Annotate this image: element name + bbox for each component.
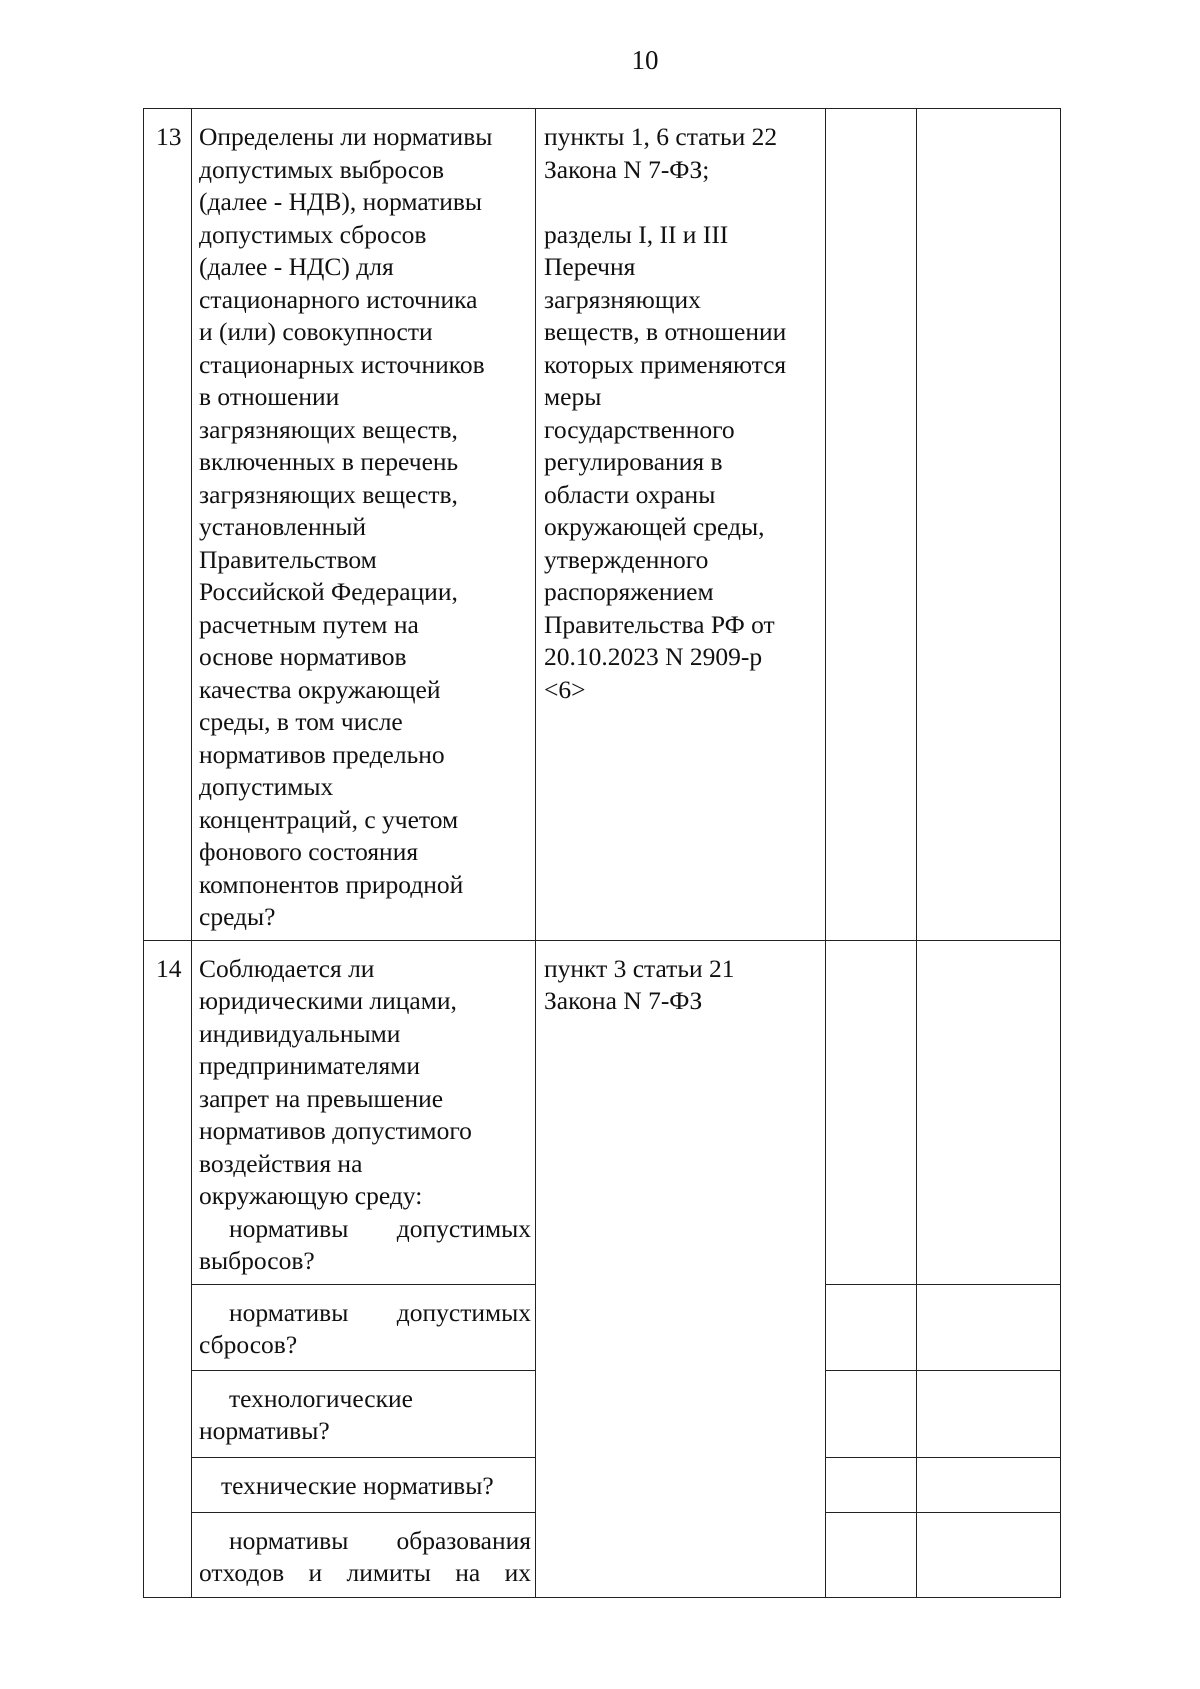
sub-item-line: нормативы образования xyxy=(229,1525,531,1555)
reference-line: пункты 1, 6 статьи 22 xyxy=(544,122,778,151)
reference-line: распоряжением xyxy=(544,577,714,606)
question-line: концентраций, с учетом xyxy=(199,804,459,834)
reference-line: которых применяются xyxy=(544,349,787,379)
reference-cell xyxy=(536,940,826,1597)
question-line: компонентов природной xyxy=(199,869,464,899)
question-line: фонового состояния xyxy=(199,837,419,866)
reference-line: области охраны xyxy=(544,479,716,509)
reference-line: Закона N 7-ФЗ; xyxy=(544,154,710,184)
reference-line: 20.10.2023 N 2909-р xyxy=(544,642,763,671)
question-cell xyxy=(192,109,536,941)
sub-item-line: нормативы допустимых xyxy=(229,1297,531,1327)
page-number-text: 10 xyxy=(631,45,659,75)
question-line: в отношении xyxy=(199,382,340,411)
question-line: запрет на превышение xyxy=(199,1083,444,1113)
reference-line: Перечня xyxy=(544,252,636,281)
question-line: Определены ли нормативы xyxy=(199,122,493,151)
question-cell xyxy=(192,940,536,1284)
answer-cell[interactable] xyxy=(826,109,917,941)
sub-item-line: нормативы? xyxy=(199,1416,330,1445)
question-line: Российской Федерации, xyxy=(199,577,458,606)
reference-line: регулирования в xyxy=(544,447,723,476)
question-line: юридическими лицами, xyxy=(199,986,457,1015)
reference-line: пункт 3 статьи 21 xyxy=(544,953,735,983)
question-line: окружающую среду: xyxy=(199,1181,423,1210)
question-line: установленный xyxy=(199,512,367,541)
question-line: Правительством xyxy=(199,544,377,574)
question-line: индивидуальными xyxy=(199,1018,401,1048)
question-line: Соблюдается ли xyxy=(199,953,375,983)
question-line: нормативов предельно xyxy=(199,739,445,769)
table-row-13 xyxy=(144,109,1061,941)
reference-line: окружающей среды, xyxy=(544,512,765,541)
reference-line: загрязняющих xyxy=(544,284,701,314)
sub-item-line: технологические xyxy=(229,1383,413,1413)
answer-cell[interactable] xyxy=(826,1457,917,1512)
question-line: загрязняющих веществ, xyxy=(199,479,458,509)
notes-cell[interactable] xyxy=(917,1512,1061,1597)
reference-line: Правительства РФ от xyxy=(544,609,775,639)
reference-line: веществ, в отношении xyxy=(544,317,787,346)
answer-cell[interactable] xyxy=(826,1370,917,1457)
question-line: включенных в перечень xyxy=(199,447,459,476)
sub-item-line: выбросов? xyxy=(199,1246,315,1275)
sub-item-line: отходов и лимиты на их xyxy=(199,1558,531,1587)
question-line: стационарных источников xyxy=(199,349,485,379)
row-number-cell xyxy=(144,940,192,1597)
row-number: 13 xyxy=(156,122,182,151)
question-line: (далее - НДВ), нормативы xyxy=(199,187,483,216)
question-line: стационарного источника xyxy=(199,284,478,314)
notes-cell[interactable] xyxy=(917,1457,1061,1512)
sub-item-line: сбросов? xyxy=(199,1330,298,1359)
sub-item-cell xyxy=(192,1284,536,1370)
notes-cell[interactable] xyxy=(917,1370,1061,1457)
question-line: нормативов допустимого xyxy=(199,1116,472,1145)
question-line: допустимых выбросов xyxy=(199,154,445,184)
question-line: и (или) совокупности xyxy=(199,317,433,346)
row-number: 14 xyxy=(156,953,182,983)
question-line: воздействия на xyxy=(199,1148,363,1178)
reference-line: меры xyxy=(544,382,602,411)
notes-cell[interactable] xyxy=(917,109,1061,941)
reference-cell xyxy=(536,109,826,941)
answer-cell[interactable] xyxy=(826,940,917,1284)
sub-item-cell xyxy=(192,1512,536,1597)
checklist-table xyxy=(143,108,1061,1598)
sub-item-cell xyxy=(192,1370,536,1457)
reference-line: государственного xyxy=(544,414,735,444)
reference-line: утвержденного xyxy=(544,544,709,574)
question-line: качества окружающей xyxy=(199,674,441,704)
question-line: расчетным путем на xyxy=(199,609,419,639)
sub-item-line: технические нормативы? xyxy=(221,1470,494,1500)
reference-line: разделы I, II и III xyxy=(544,219,729,249)
row-number-cell xyxy=(144,109,192,941)
sub-item-line: нормативы допустимых xyxy=(229,1213,531,1243)
notes-cell[interactable] xyxy=(917,1284,1061,1370)
reference-line: <6> xyxy=(544,674,586,704)
question-line: (далее - НДС) для xyxy=(199,252,394,281)
question-line: основе нормативов xyxy=(199,642,407,671)
answer-cell[interactable] xyxy=(826,1284,917,1370)
sub-item-cell xyxy=(192,1457,536,1512)
question-line: предпринимателями xyxy=(199,1051,421,1080)
question-line: допустимых сбросов xyxy=(199,219,427,249)
reference-line: Закона N 7-ФЗ xyxy=(544,986,703,1015)
reference-spacer xyxy=(544,186,823,219)
question-line: среды? xyxy=(199,902,276,931)
page-number xyxy=(0,44,1200,76)
question-line: загрязняющих веществ, xyxy=(199,414,458,444)
answer-cell[interactable] xyxy=(826,1512,917,1597)
notes-cell[interactable] xyxy=(917,940,1061,1284)
question-line: среды, в том числе xyxy=(199,707,403,736)
table-row-14 xyxy=(144,940,1061,1284)
question-line: допустимых xyxy=(199,772,334,801)
